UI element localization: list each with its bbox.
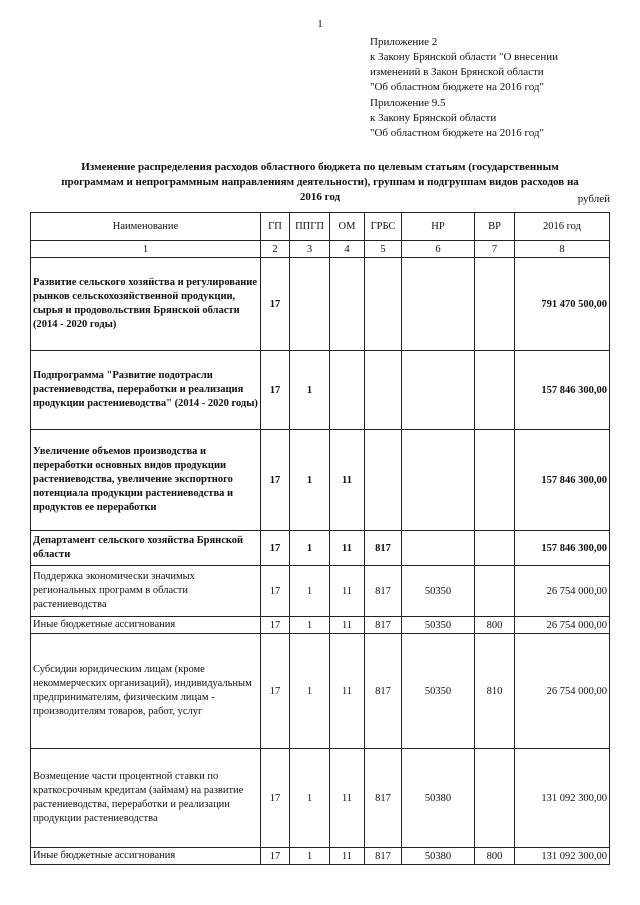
om-cell	[330, 258, 365, 351]
amount-cell: 131 092 300,00	[515, 749, 610, 848]
table-row	[31, 749, 610, 848]
table-row	[31, 848, 610, 865]
appendix-original	[370, 96, 544, 141]
grbs-cell: 817	[365, 634, 402, 749]
name-cell: Поддержка экономически значимых региональных программ в области растениеводства	[31, 566, 261, 617]
vr-cell	[475, 749, 515, 848]
gp-cell: 17	[261, 634, 290, 749]
title-line: 2016 год	[299, 191, 341, 203]
name-cell: Департамент сельского хозяйства Брянской области	[31, 531, 261, 566]
header-cell: 2016 год	[515, 213, 610, 241]
header-cell: ППГП	[290, 213, 330, 241]
header-cell: Наименование	[31, 213, 261, 241]
vr-cell: 800	[475, 848, 515, 865]
appendix-line: к Закону Брянской области "О внесении	[370, 51, 558, 63]
amount-cell: 157 846 300,00	[515, 430, 610, 531]
currency-units: рублей	[577, 193, 610, 205]
vr-cell	[475, 430, 515, 531]
appendix-line: Приложение 9.5	[370, 97, 446, 109]
grbs-cell: 817	[365, 566, 402, 617]
grbs-cell	[365, 258, 402, 351]
table-row	[31, 351, 610, 430]
ppgp-cell: 1	[290, 848, 330, 865]
gp-cell: 17	[261, 258, 290, 351]
ppgp-cell: 1	[290, 351, 330, 430]
name-cell: Иные бюджетные ассигнования	[31, 848, 261, 865]
nr-cell: 50350	[402, 617, 475, 634]
gp-cell: 17	[261, 531, 290, 566]
ppgp-cell	[290, 258, 330, 351]
grbs-cell: 817	[365, 848, 402, 865]
nr-cell: 50350	[402, 566, 475, 617]
column-number-cell: 7	[475, 241, 515, 258]
document-title	[60, 160, 580, 205]
name-cell: Подпрограмма "Развитие подотрасли растениеводства, переработки и реализация продукции растениеводства" (2014 - 2020 годы)	[31, 351, 261, 430]
ppgp-cell: 1	[290, 634, 330, 749]
vr-cell	[475, 531, 515, 566]
header-cell: ВР	[475, 213, 515, 241]
grbs-cell: 817	[365, 531, 402, 566]
om-cell: 11	[330, 634, 365, 749]
table-header-row	[31, 213, 610, 241]
om-cell: 11	[330, 749, 365, 848]
gp-cell: 17	[261, 566, 290, 617]
title-line: программам и непрограммным направлениям деятельности), группам и подгруппам видов расходов на	[61, 176, 579, 188]
nr-cell: 50350	[402, 634, 475, 749]
om-cell: 11	[330, 566, 365, 617]
om-cell: 11	[330, 531, 365, 566]
ppgp-cell: 1	[290, 531, 330, 566]
amount-cell: 131 092 300,00	[515, 848, 610, 865]
title-line: Изменение распределения расходов областного бюджета по целевым статьям (государственным	[81, 161, 559, 173]
gp-cell: 17	[261, 848, 290, 865]
name-cell: Субсидии юридическим лицам (кроме некоммерческих организаций), индивидуальным предпринимателям, физическим лицам - производителям товаров, работ, услуг	[31, 634, 261, 749]
nr-cell	[402, 430, 475, 531]
om-cell: 11	[330, 617, 365, 634]
nr-cell	[402, 351, 475, 430]
om-cell: 11	[330, 430, 365, 531]
gp-cell: 17	[261, 617, 290, 634]
gp-cell: 17	[261, 351, 290, 430]
table-row	[31, 566, 610, 617]
grbs-cell	[365, 430, 402, 531]
nr-cell: 50380	[402, 749, 475, 848]
amount-cell: 26 754 000,00	[515, 566, 610, 617]
grbs-cell: 817	[365, 749, 402, 848]
ppgp-cell: 1	[290, 617, 330, 634]
appendix-line: "Об областном бюджете на 2016 год"	[370, 127, 544, 139]
appendix-line: к Закону Брянской области	[370, 112, 497, 124]
amount-cell: 157 846 300,00	[515, 531, 610, 566]
column-number-cell: 5	[365, 241, 402, 258]
vr-cell	[475, 258, 515, 351]
table-row	[31, 617, 610, 634]
appendix-line: "Об областном бюджете на 2016 год"	[370, 81, 544, 93]
nr-cell	[402, 531, 475, 566]
grbs-cell: 817	[365, 617, 402, 634]
column-number-cell: 8	[515, 241, 610, 258]
budget-table	[30, 212, 610, 865]
ppgp-cell: 1	[290, 749, 330, 848]
nr-cell	[402, 258, 475, 351]
name-cell: Возмещение части процентной ставки по краткосрочным кредитам (займам) на развитие растениеводства, переработки и реализации продукции растениеводства	[31, 749, 261, 848]
amount-cell: 791 470 500,00	[515, 258, 610, 351]
grbs-cell	[365, 351, 402, 430]
appendix-line: Приложение 2	[370, 36, 438, 48]
column-number-cell: 6	[402, 241, 475, 258]
vr-cell: 800	[475, 617, 515, 634]
header-cell: ГП	[261, 213, 290, 241]
name-cell: Увеличение объемов производства и переработки основных видов продукции растениеводства, увеличение экспортного потенциала продукции растениеводства и продуктов ее переработки	[31, 430, 261, 531]
table-row	[31, 634, 610, 749]
column-number-cell: 1	[31, 241, 261, 258]
table-row	[31, 258, 610, 351]
om-cell: 11	[330, 848, 365, 865]
header-cell: НР	[402, 213, 475, 241]
appendix-line: изменений в Закон Брянской области	[370, 66, 544, 78]
gp-cell: 17	[261, 430, 290, 531]
nr-cell: 50380	[402, 848, 475, 865]
table-row	[31, 531, 610, 566]
vr-cell: 810	[475, 634, 515, 749]
ppgp-cell: 1	[290, 566, 330, 617]
gp-cell: 17	[261, 749, 290, 848]
page-number: 1	[317, 18, 323, 30]
table-row	[31, 430, 610, 531]
appendix-amending	[370, 35, 558, 95]
vr-cell	[475, 566, 515, 617]
om-cell	[330, 351, 365, 430]
vr-cell	[475, 351, 515, 430]
column-number-cell: 4	[330, 241, 365, 258]
header-cell: ОМ	[330, 213, 365, 241]
name-cell: Иные бюджетные ассигнования	[31, 617, 261, 634]
header-cell: ГРБС	[365, 213, 402, 241]
ppgp-cell: 1	[290, 430, 330, 531]
amount-cell: 26 754 000,00	[515, 617, 610, 634]
name-cell: Развитие сельского хозяйства и регулирование рынков сельскохозяйственной продукции, сырья и продовольствия Брянской области (2014 - 2020 годы)	[31, 258, 261, 351]
amount-cell: 157 846 300,00	[515, 351, 610, 430]
column-number-cell: 3	[290, 241, 330, 258]
column-number-cell: 2	[261, 241, 290, 258]
amount-cell: 26 754 000,00	[515, 634, 610, 749]
column-number-row	[31, 241, 610, 258]
